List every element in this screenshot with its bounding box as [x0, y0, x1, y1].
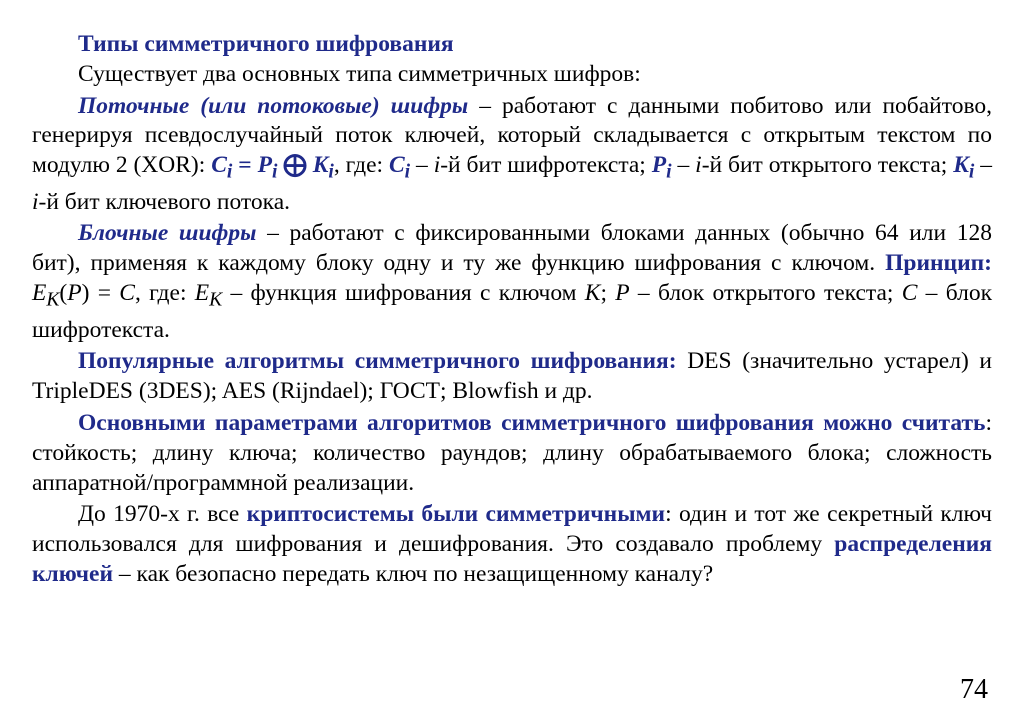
formula-cipher: C [119, 280, 135, 307]
where-cipher: C [901, 280, 918, 307]
history-term-2: распределения ключей [32, 531, 992, 587]
where-p [651, 152, 672, 183]
formula-p [257, 152, 278, 183]
where-p-sub: i [666, 161, 672, 183]
block-text-4: , где: [134, 280, 195, 307]
formula-eq: = [232, 152, 258, 179]
intro-paragraph: Существует два основных типа симметричных шифров: [78, 60, 641, 87]
where-e-letter: E [194, 280, 210, 307]
block-cipher-term: Блочные шифры [78, 220, 257, 247]
stream-text-4: -й бит шифротекста; [440, 152, 652, 179]
formula-xor: ⨁ [277, 152, 313, 179]
where-p-letter: P [651, 152, 667, 179]
parameters-paragraph [32, 409, 992, 498]
popular-algorithms-paragraph [32, 347, 992, 407]
formula-p-sub: i [271, 161, 278, 183]
where-e [194, 280, 223, 311]
formula-e-letter: E [32, 280, 47, 307]
stream-text-1: – работают с данными побитово или побайтово, генерируя псевдослучайный поток ключей, который складывается с открытым текстом по модулю 2 (XOR): [32, 92, 992, 179]
history-text-2: : один и тот же секретный ключ использовался для шифрования и дешифрования. Это создавало проблему [32, 501, 992, 558]
block-cipher-paragraph [32, 219, 992, 345]
where-k-letter: K [953, 152, 969, 179]
block-text-3: ) = [81, 280, 120, 307]
block-text-1: – работают с фиксированными блоками данных (обычно 64 или 128 бит), применяя к каждому блоку одну и ту же функцию шифрования с ключом. [32, 220, 992, 277]
stream-text-2: , где: [333, 152, 389, 179]
history-term-1: криптосистемы были симметричными [246, 501, 666, 528]
where-c-letter: C [388, 152, 405, 179]
stream-cipher-paragraph [32, 92, 992, 218]
where-k [953, 152, 975, 183]
history-text-1: До 1970-х г. все [78, 501, 247, 528]
where-plain: P [615, 280, 630, 307]
parameters-term: Основными параметрами алгоритмов симметричного шифрования можно считать [78, 409, 986, 436]
formula-c-sub: i [226, 161, 233, 183]
slide-title: Типы симметричного шифрования [78, 31, 454, 57]
formula-k-sub: i [328, 161, 334, 183]
block-text-6: ; [600, 280, 616, 307]
slide-content [32, 30, 992, 590]
formula-k [312, 152, 334, 183]
where-k-sub: i [968, 161, 975, 183]
formula-k-letter: K [312, 152, 329, 179]
formula-e-sub: K [46, 289, 60, 311]
block-text-8: – блок шифротекста. [32, 280, 992, 343]
formula-plain: P [67, 280, 82, 307]
formula-e [32, 280, 60, 311]
parameters-text: : стойкость; длину ключа; количество раундов; длину обрабатываемого блока; сложность аппаратной/программной реализации. [32, 409, 992, 496]
where-p-index: i [695, 152, 702, 179]
stream-cipher-term: Поточные (или потоковые) шифры [78, 92, 469, 119]
where-key: K [584, 280, 601, 307]
where-e-sub: K [209, 289, 223, 311]
where-c [388, 152, 411, 183]
formula-c-letter: C [211, 152, 227, 179]
formula-p-letter: P [257, 152, 272, 179]
where-c-sub: i [404, 161, 411, 183]
stream-text-3: – [410, 152, 434, 179]
where-c-index: i [433, 152, 441, 179]
popular-algorithms-term: Популярные алгоритмы симметричного шифрования: [78, 348, 677, 375]
block-text-7: – блок открытого текста; [629, 280, 902, 307]
where-k-index: i [32, 188, 39, 215]
stream-text-3c: – [974, 152, 993, 179]
stream-text-5: -й бит открытого текста; [701, 152, 954, 179]
popular-algorithms-text: DES (значительно устарел) и TripleDES (3DES); AES (Rijndael); ГОСТ; Blowfish и др. [32, 348, 992, 405]
stream-text-6: -й бит ключевого потока. [38, 188, 290, 215]
principle-label: Принцип: [885, 250, 992, 277]
block-text-5: – функция шифрования с ключом [222, 280, 585, 307]
page-number: 74 [960, 674, 988, 705]
history-text-3: – как безопасно передать ключ по незащищенному каналу? [113, 560, 714, 587]
stream-text-3b: – [671, 152, 696, 179]
block-text-2: ( [59, 280, 68, 307]
formula-c [211, 152, 233, 183]
history-paragraph [32, 500, 992, 589]
